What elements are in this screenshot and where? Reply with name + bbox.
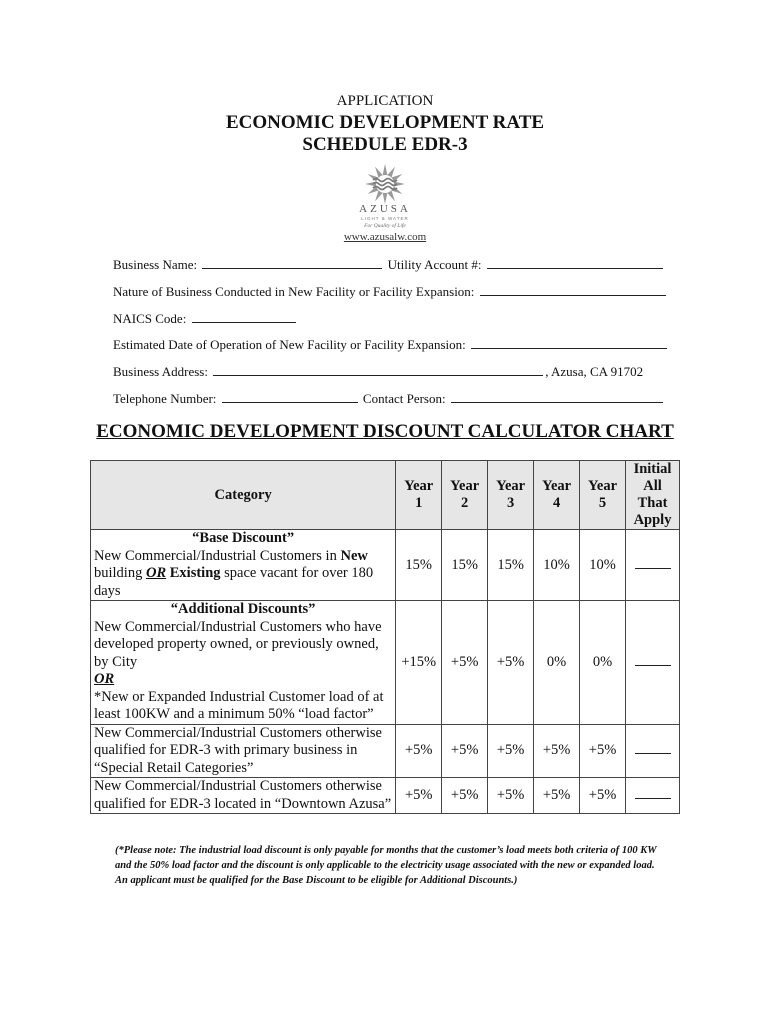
header-initial-all: Initial All That Apply (626, 461, 680, 530)
header-year-3: Year 3 (488, 461, 534, 530)
apply-checkbox-blank[interactable] (626, 601, 680, 725)
table-row (91, 724, 680, 778)
value-cell: +5% (488, 778, 534, 814)
footnote: (*Please note: The industrial load discount is only payable for months that the customer’s load meets both criteria of 100 KW and the 50% load factor and the discount is only applicable to the electricity usage associated with the new or expanded load. An applicant must be qualified for the Base Discount to be eligible for Additional Discounts.) (115, 845, 657, 886)
telephone-field[interactable] (222, 390, 358, 403)
naics-code-row (113, 310, 658, 327)
apply-checkbox-blank[interactable] (626, 530, 680, 601)
business-address-field[interactable] (213, 363, 543, 376)
value-cell: 15% (488, 530, 534, 601)
additional-discounts-heading: “Additional Discounts” (170, 601, 316, 617)
apply-checkbox-blank[interactable] (626, 778, 680, 814)
special-retail-cell: New Commercial/Industrial Customers otherwise qualified for EDR-3 with primary business in “Special Retail Categories” (91, 724, 396, 778)
base-discount-cell: “Base Discount” New Commercial/Industrial Customers in New building OR Existing space vacant for over 180 days (91, 530, 396, 601)
utility-account-label: Utility Account #: (387, 257, 482, 272)
value-cell: +5% (442, 778, 488, 814)
value-cell: +5% (488, 601, 534, 725)
value-cell: 15% (442, 530, 488, 601)
application-label: APPLICATION (336, 93, 434, 109)
header-year-2: Year 2 (442, 461, 488, 530)
table-row (91, 778, 680, 814)
downtown-azusa-cell: New Commercial/Industrial Customers otherwise qualified for EDR-3 located in “Downtown Azusa” (91, 778, 396, 814)
table-header-row (91, 461, 680, 530)
value-cell: 10% (580, 530, 626, 601)
page-title-line-2: SCHEDULE EDR-3 (302, 134, 468, 155)
value-cell: 0% (580, 601, 626, 725)
header-year-5: Year 5 (580, 461, 626, 530)
value-cell: +5% (396, 778, 442, 814)
website-link[interactable]: www.azusalw.com (343, 231, 427, 243)
base-discount-heading: “Base Discount” (192, 530, 295, 546)
additional-discount-cell: “Additional Discounts” New Commercial/Industrial Customers who have developed property owned, or previously owned, by City OR *New or Expanded Industrial Customer load of at least 100KW and a minimum 50% “load factor” (91, 601, 396, 725)
value-cell: +5% (580, 778, 626, 814)
contact-person-label: Contact Person: (362, 391, 446, 406)
value-cell: +5% (396, 724, 442, 778)
table-row (91, 530, 680, 601)
value-cell: 0% (534, 601, 580, 725)
apply-checkbox-blank[interactable] (626, 724, 680, 778)
estimated-date-field[interactable] (471, 336, 667, 349)
value-cell: +5% (534, 778, 580, 814)
value-cell: +15% (396, 601, 442, 725)
header-year-1: Year 1 (396, 461, 442, 530)
business-name-row (113, 256, 658, 273)
naics-code-field[interactable] (192, 310, 296, 323)
estimated-date-label: Estimated Date of Operation of New Facility or Facility Expansion: (113, 337, 466, 352)
header-category: Category (91, 461, 396, 530)
address-suffix: , Azusa, CA 91702 (545, 364, 644, 379)
estimated-date-row (113, 336, 658, 353)
value-cell: +5% (488, 724, 534, 778)
contact-person-field[interactable] (451, 390, 663, 403)
nature-of-business-field[interactable] (480, 283, 666, 296)
logo-name: AZUSA (359, 203, 411, 215)
business-address-label: Business Address: (113, 364, 208, 379)
logo-slogan: For Quality of Life (364, 223, 406, 229)
logo-tagline: LIGHT & WATER (361, 216, 409, 221)
discount-table (90, 460, 680, 814)
business-name-field[interactable] (202, 256, 382, 269)
value-cell: +5% (442, 724, 488, 778)
value-cell: +5% (580, 724, 626, 778)
value-cell: +5% (442, 601, 488, 725)
telephone-label: Telephone Number: (113, 391, 217, 406)
value-cell: 15% (396, 530, 442, 601)
utility-account-field[interactable] (487, 256, 663, 269)
value-cell: +5% (534, 724, 580, 778)
nature-of-business-label: Nature of Business Conducted in New Facility or Facility Expansion: (113, 284, 475, 299)
header-year-4: Year 4 (534, 461, 580, 530)
value-cell: 10% (534, 530, 580, 601)
azusa-logo-icon (340, 162, 430, 230)
nature-of-business-row (113, 283, 658, 300)
table-row (91, 601, 680, 725)
page-title-line-1: ECONOMIC DEVELOPMENT RATE (225, 112, 545, 133)
business-name-label: Business Name: (113, 257, 198, 272)
telephone-row (113, 390, 658, 407)
business-address-row (113, 363, 658, 380)
chart-title: ECONOMIC DEVELOPMENT DISCOUNT CALCULATOR CHART (96, 421, 674, 442)
naics-code-label: NAICS Code: (113, 311, 187, 326)
